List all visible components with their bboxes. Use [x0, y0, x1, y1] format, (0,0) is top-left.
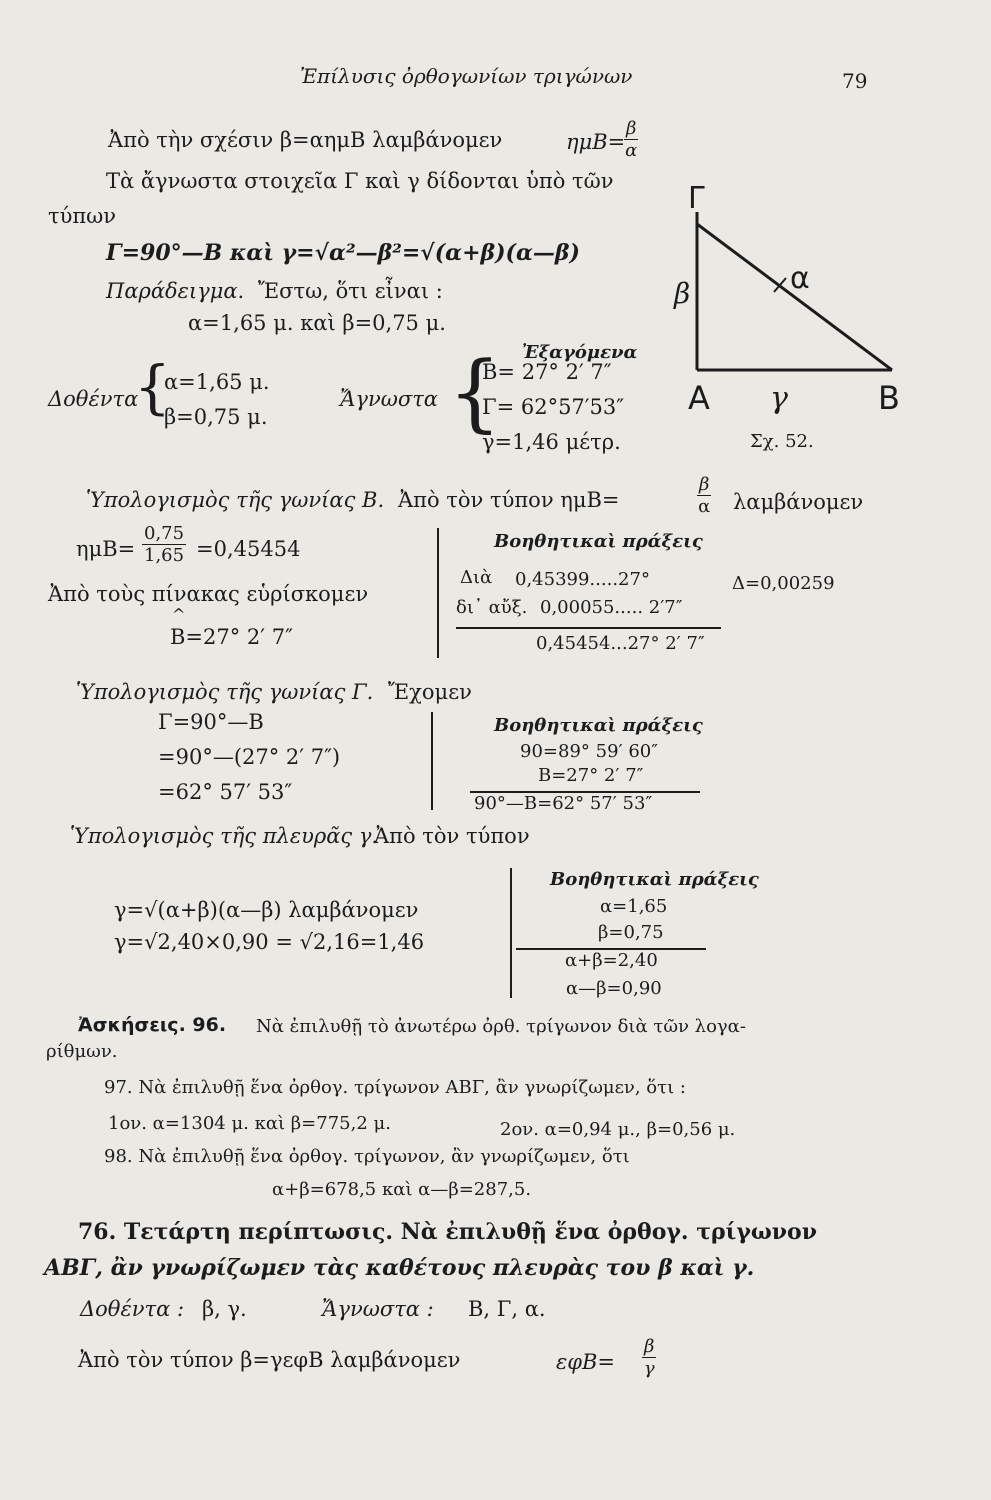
running-title: Ἐπίλυσις ὀρθογωνίων τριγώνων [300, 64, 633, 88]
triangle-figure [670, 180, 910, 470]
angle-g-aux-1: 90=89° 59′ 60″ [520, 741, 658, 762]
side-c-aux-3: α+β=2,40 [565, 950, 658, 971]
angle-g-text: Ἔχομεν [388, 680, 472, 704]
side-c-aux-2: β=0,75 [598, 922, 664, 943]
side-c-text: Ἀπὸ τὸν τύπον [374, 824, 530, 848]
angle-b-aux-total: 0,45454...27° 2′ 7″ [536, 633, 705, 654]
angle-b-text-fraction [697, 474, 711, 517]
angle-b-divider [437, 528, 439, 658]
page-number: 79 [842, 69, 868, 93]
unknown-label: Ἄγνωστα [340, 387, 438, 411]
intro-fraction [624, 118, 638, 161]
angle-b-heading: Ὑπολογισμὸς τῆς γωνίας Β. [86, 488, 385, 512]
angle-b-aux-row1-value: 0,45399.....27° [515, 569, 650, 590]
angle-b-text-den: α [698, 496, 711, 517]
angle-g-line1: Γ=90°—Β [158, 710, 264, 734]
angle-b-aux-row2-value: 0,00055..... 2′7″ [540, 597, 683, 618]
given-label: Δοθέντα [48, 387, 139, 411]
angle-hat-icon: ^ [172, 605, 186, 624]
given-1: α=1,65 μ. [164, 370, 270, 394]
angle-g-line3: =62° 57′ 53″ [158, 780, 293, 804]
angle-g-aux-title: Βοηθητικαὶ πράξεις [494, 715, 703, 736]
example-text: Ἔστω, ὅτι εἶναι : [258, 279, 443, 303]
ex97: 97. Νὰ ἐπιλυθῇ ἕνα ὀρθογ. τρίγωνον ΑΒΓ, ἂν γνωρίζωμεν, ὅτι : [104, 1077, 686, 1098]
ex97-1: 1ον. α=1304 μ. καὶ β=775,2 μ. [108, 1113, 391, 1134]
intro-formula-lhs: ημΒ= [566, 130, 626, 154]
figure-caption: Σχ. 52. [750, 431, 814, 452]
example-label: Παράδειγμα. [106, 279, 245, 303]
side-c-aux-4: α—β=0,90 [566, 978, 662, 999]
angle-b-calc-lhs: ημΒ= [76, 537, 136, 561]
section76-last-num: β [644, 1336, 655, 1357]
result-1: Β= 27° 2′ 7″ [482, 360, 612, 384]
angle-b-calc-rhs: =0,45454 [196, 537, 301, 561]
section76-last-fraction [642, 1336, 656, 1379]
vertex-A-label: Α [688, 379, 710, 417]
exercises-label: Ἀσκήσεις. 96. [78, 1014, 227, 1036]
angle-b-text-after: λαμβάνομεν [733, 490, 864, 514]
ex98: 98. Νὰ ἐπιλυθῇ ἕνα ὀρθογ. τρίγωνον, ἂν γνωρίζωμεν, ὅτι [104, 1146, 630, 1167]
angle-b-aux-row2-label: δι᾽ αὔξ. [456, 597, 528, 618]
section76-last-line: Ἀπὸ τὸν τύπον β=γεφΒ λαμβάνομεν [78, 1348, 461, 1372]
side-c-divider [510, 868, 512, 998]
given-2: β=0,75 μ. [164, 405, 268, 429]
side-c-line1: γ=√(α+β)(α—β) λαμβάνομεν [114, 898, 419, 922]
angle-b-calc-fraction [142, 523, 186, 566]
derived-label: Ἐξαγόμενα [522, 342, 638, 363]
angle-b-aux-row1-label: Διὰ [460, 567, 493, 588]
unknown-brace: { [448, 343, 502, 441]
section76-last-lhs: εφΒ= [556, 1350, 616, 1374]
section76-given-label: Δοθέντα : [80, 1297, 185, 1321]
angle-b-aux-delta: Δ=0,00259 [732, 573, 835, 594]
intro-fraction-num: β [626, 118, 637, 139]
side-c-label: γ [770, 381, 788, 416]
intro-line3: τύπων [48, 204, 117, 228]
intro-formula: Γ=90°—Β καὶ γ=√α²—β²=√(α+β)(α—β) [106, 240, 580, 266]
angle-b-tables-text: Ἀπὸ τοὺς πίνακας εὑρίσκομεν [48, 582, 369, 606]
triangle-hypotenuse [697, 224, 892, 370]
intro-line1: Ἀπὸ τὴν σχέσιν β=αημΒ λαμβάνομεν [108, 128, 503, 152]
side-c-aux-1: α=1,65 [600, 896, 668, 917]
angle-g-line2: =90°—(27° 2′ 7″) [158, 745, 341, 769]
intro-line2: Τὰ ἄγνωστα στοιχεῖα Γ καὶ γ δίδονται ὑπὸ τῶν [106, 169, 614, 193]
section76-given: β, γ. [202, 1297, 247, 1321]
section76-heading-line1: 76. Τετάρτη περίπτωσις. Νὰ ἐπιλυθῇ ἕνα ὀρθογ. τρίγωνον [78, 1219, 817, 1245]
angle-g-aux-3: 90°—Β=62° 57′ 53″ [474, 793, 653, 814]
section76-unknown-label: Ἄγνωστα : [322, 1297, 434, 1321]
ex97-2: 2ον. α=0,94 μ., β=0,56 μ. [500, 1119, 736, 1140]
angle-b-aux-title: Βοηθητικαὶ πράξεις [494, 531, 703, 552]
section76-heading-line2: ΑΒΓ, ἂν γνωρίζωμεν τὰς καθέτους πλευρὰς του β καὶ γ. [44, 1255, 755, 1281]
given-brace: { [134, 353, 171, 421]
result-3: γ=1,46 μέτρ. [482, 430, 621, 454]
ex96-text: Νὰ ἐπιλυθῇ τὸ ἀνωτέρω ὀρθ. τρίγωνον διὰ τῶν λογα- [256, 1016, 746, 1037]
vertex-top-label: Γ [688, 181, 705, 216]
ex96-cont: ρίθμων. [46, 1041, 118, 1062]
side-a-label: α [790, 261, 810, 296]
angle-b-calc-den: 1,65 [144, 545, 185, 566]
section76-unknown: Β, Γ, α. [468, 1297, 546, 1321]
section76-last-den: γ [643, 1358, 655, 1379]
angle-b-result: Β=27° 2′ 7″ [170, 625, 293, 649]
vertex-B-label: Β [878, 379, 900, 417]
angle-g-aux-2: Β=27° 2′ 7″ [538, 765, 644, 786]
angle-g-divider [431, 712, 433, 810]
side-c-heading: Ὑπολογισμὸς τῆς πλευρᾶς γ. [70, 824, 379, 848]
angle-b-text-num: β [699, 474, 710, 495]
angle-b-aux-rule [456, 627, 721, 629]
intro-fraction-den: α [625, 140, 638, 161]
given-values: α=1,65 μ. καὶ β=0,75 μ. [188, 311, 446, 335]
ex98-1: α+β=678,5 καὶ α—β=287,5. [272, 1179, 532, 1200]
angle-g-heading: Ὑπολογισμὸς τῆς γωνίας Γ. [76, 680, 374, 704]
angle-b-calc-num: 0,75 [144, 523, 185, 544]
side-c-line2: γ=√2,40×0,90 = √2,16=1,46 [114, 930, 425, 954]
result-2: Γ= 62°57′53″ [482, 395, 625, 419]
side-c-aux-title: Βοηθητικαὶ πράξεις [550, 869, 759, 890]
angle-b-text: Ἀπὸ τὸν τύπον ημΒ= [398, 488, 620, 512]
side-b-label: β [674, 277, 691, 310]
